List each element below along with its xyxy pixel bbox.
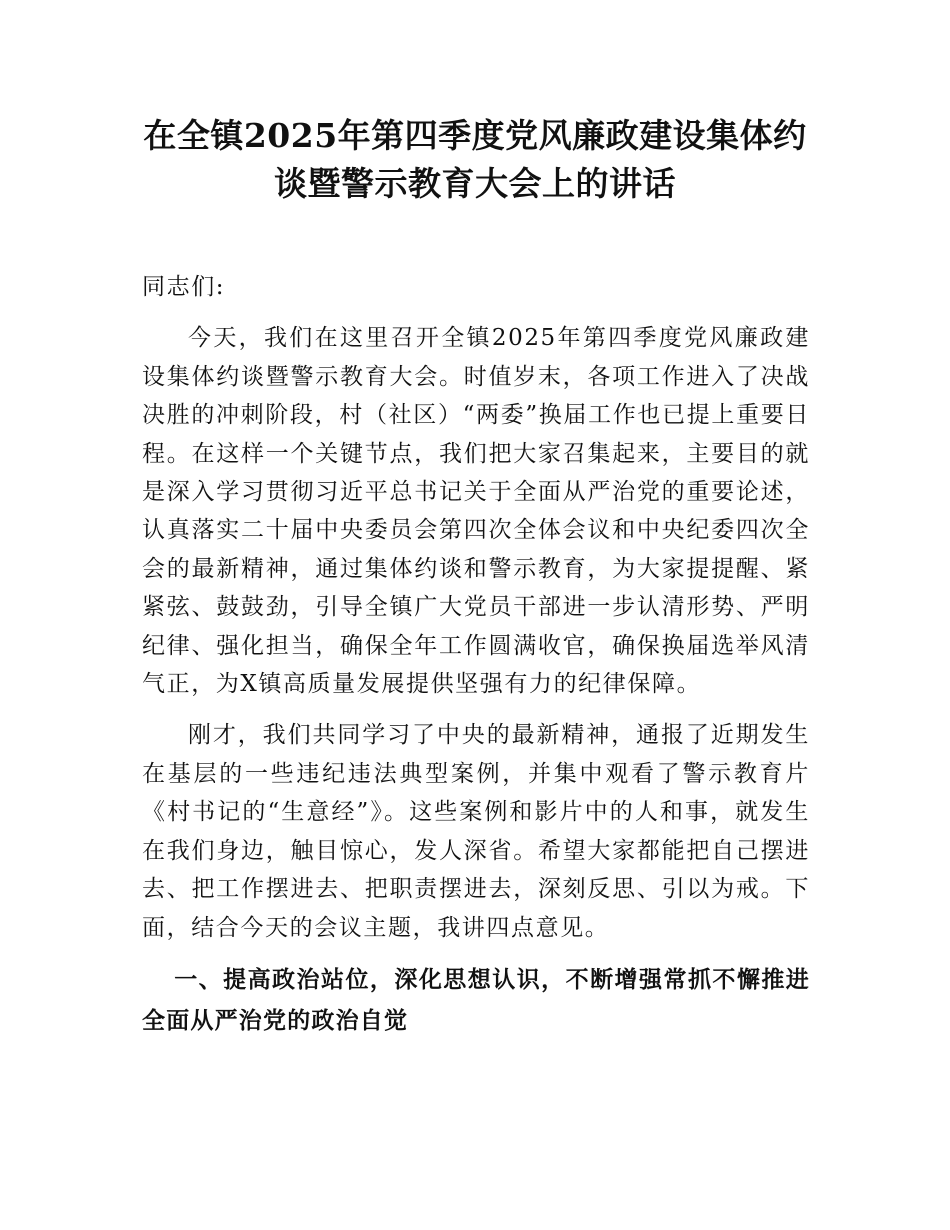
document-title bbox=[0, 112, 950, 208]
document-body bbox=[142, 268, 810, 1042]
salutation: 同志们: bbox=[142, 274, 226, 300]
section-heading-1: 一、提高政治站位，深化思想认识，不断增强常抓不懈推进全面从严治党的政治自觉 bbox=[142, 966, 810, 1034]
title-line-2: 谈暨警示教育大会上的讲话 bbox=[274, 164, 676, 203]
paragraph-review: 刚才，我们共同学习了中央的最新精神，通报了近期发生在基层的一些违纪违法典型案例，并集中观看了警示教育片《村书记的“生意经”》。这些案例和影片中的人和事，就发生在我们身边，触目惊心，发人深省。希望大家都能把自己摆进去、把工作摆进去、把职责摆进去，深刻反思、引以为戒。下面，结合今天的会议主题，我讲四点意见。 bbox=[142, 722, 810, 941]
paragraph-opening: 今天，我们在这里召开全镇2025年第四季度党风廉政建设集体约谈暨警示教育大会。时值岁末，各项工作进入了决战决胜的冲刺阶段，村（社区）“两委”换届工作也已提上重要日程。在这样一个关键节点，我们把大家召集起来，主要目的就是深入学习贯彻习近平总书记关于全面从严治党的重要论述，认真落实二十届中央委员会第四次全体会议和中央纪委四次全会的最新精神，通过集体约谈和警示教育，为大家提提醒、紧紧弦、鼓鼓劲，引导全镇广大党员干部进一步认清形势、严明纪律、强化担当，确保全年工作圆满收官，确保换届选举风清气正，为X镇高质量发展提供坚强有力的纪律保障。 bbox=[142, 325, 810, 698]
title-line-1: 在全镇2025年第四季度党风廉政建设集体约 bbox=[143, 116, 807, 155]
